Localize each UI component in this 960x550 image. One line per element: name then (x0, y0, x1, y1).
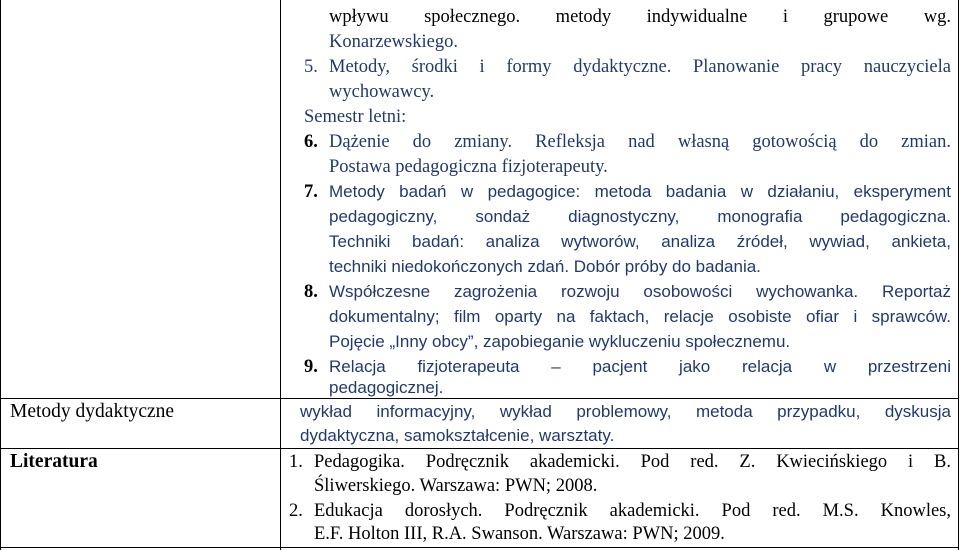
content-line: Techniki badań: analiza wytworów, analiza źródeł, wywiad, ankieta, (329, 232, 951, 251)
content-line: Pojęcie „Inny obcy”, zapobieganie wykluczeniu społecznemu. (329, 332, 791, 351)
methods-line: dydaktyczna, samokształcenie, warsztaty. (300, 426, 615, 445)
item-number: 2. (289, 501, 303, 521)
item-number: 7. (304, 182, 318, 202)
content-line: pedagogicznej. (329, 378, 444, 397)
literature-line: Pedagogika. Podręcznik akademicki. Pod red. Z. Kwiecińskiego i B. (314, 452, 951, 472)
table-column-divider (280, 0, 281, 550)
item-number: 8. (304, 282, 318, 302)
literature-line: E.F. Holton III, R.A. Swanson. Warszawa: PWN; 2009. (314, 524, 725, 544)
content-line: Postawa pedagogiczna fizjoterapeuty. (329, 157, 608, 177)
content-line: Konarzewskiego. (329, 32, 458, 52)
content-line: Współczesne zagrożenia rozwoju osobowości wychowanka. Reportaż (329, 282, 951, 301)
literature-line: Śliwerskiego. Warszawa: PWN; 2008. (314, 476, 598, 496)
content-line: dokumentalny; film oparty na faktach, relacje osobiste ofiar i sprawców. (329, 307, 951, 326)
content-line: techniki niedokończonych zdań. Dobór próby do badania. (329, 257, 761, 276)
literature-label: Literatura (10, 451, 98, 472)
table-right-border (958, 0, 959, 550)
content-line: Metody badań w pedagogice: metoda badania w działaniu, eksperyment (329, 182, 951, 201)
content-line: pedagogiczny, sondaż diagnostyczny, monografia pedagogiczna. (329, 207, 951, 226)
content-line: wychowawcy. (329, 82, 435, 102)
content-line: Metody, środki i formy dydaktyczne. Planowanie pracy nauczyciela (329, 57, 951, 77)
methods-label: Metody dydaktyczne (10, 401, 175, 422)
item-number: 5. (304, 57, 318, 77)
table-left-border (0, 0, 1, 550)
item-number: 9. (304, 357, 318, 377)
item-number: 6. (304, 132, 318, 152)
row-divider-literature (0, 448, 959, 449)
semester-label: Semestr letni: (304, 107, 407, 127)
content-line: Relacja fizjoterapeuta – pacjent jako relacja w przestrzeni (329, 357, 951, 376)
item-number: 1. (289, 452, 303, 472)
methods-line: wykład informacyjny, wykład problemowy, metoda przypadku, dyskusja (300, 402, 951, 421)
content-line: wpływu społecznego. metody indywidualne i grupowe wg. (329, 7, 951, 27)
literature-line: Edukacja dorosłych. Podręcznik akademicki. Pod red. M.S. Knowles, (314, 501, 951, 521)
table-bottom-border (0, 547, 959, 548)
content-line: Dążenie do zmiany. Refleksja nad własną gotowością do zmian. (329, 132, 951, 152)
